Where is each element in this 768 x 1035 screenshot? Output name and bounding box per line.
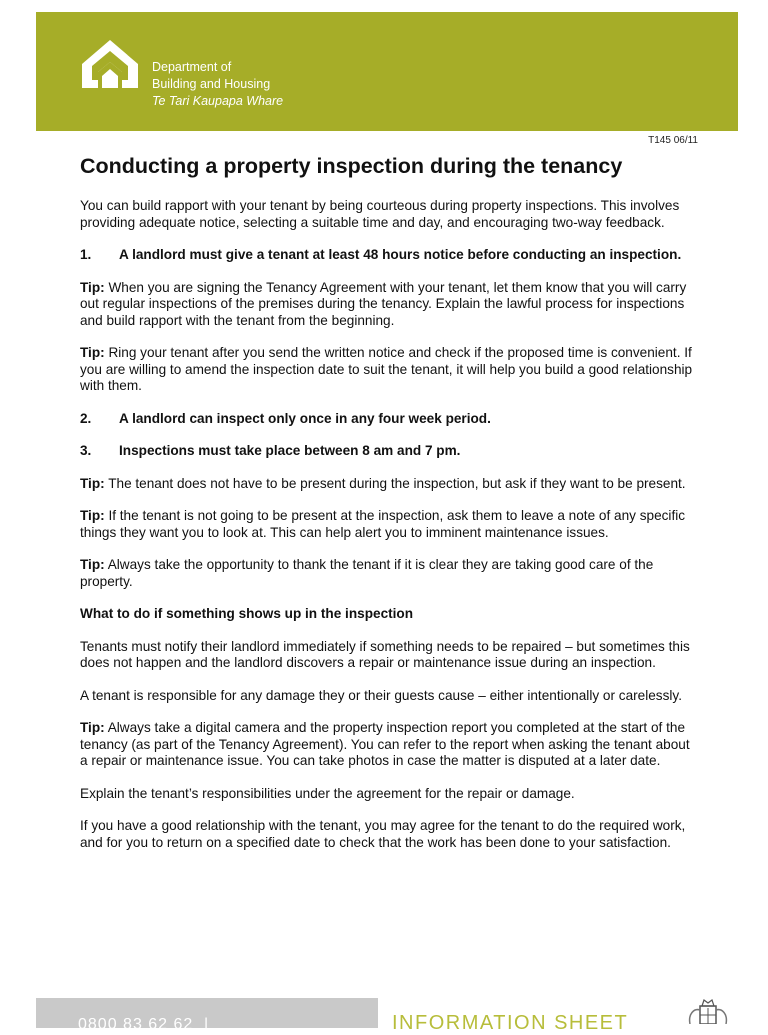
government-crest-icon (684, 998, 732, 1024)
tip-label: Tip: (80, 557, 105, 572)
footer-separator: | (204, 1016, 209, 1033)
footer-info-sheet-label: INFORMATION SHEET (392, 1012, 629, 1034)
header-banner (36, 12, 738, 131)
body-paragraph: A tenant is responsible for any damage they or their guests cause – either intentionally or carelessly. (80, 687, 682, 703)
body-paragraph: If you have a good relationship with the tenant, you may agree for the tenant to do the required work, and for you to return on a specified date to check that the work has been done to your satisfaction. (80, 818, 686, 850)
point-number: 3. (80, 443, 92, 458)
department-name (152, 59, 283, 110)
tip-label: Tip: (80, 508, 105, 523)
section-subheading: What to do if something shows up in the inspection (80, 606, 414, 621)
tip-paragraph (80, 557, 700, 590)
point-number: 1. (80, 247, 92, 262)
numbered-point (80, 247, 700, 264)
intro-paragraph: You can build rapport with your tenant by being courteous during property inspections. This involves providing adequate notice, selecting a suitable time and day, and encouraging two-way feedback. (80, 198, 680, 230)
document-number: T145 06/11 (648, 135, 698, 146)
numbered-point (80, 411, 700, 428)
department-logo-icon (78, 38, 142, 90)
tip-text: Always take a digital camera and the property inspection report you completed at the start of the tenancy (as part of the Tenancy Agreement). You can refer to the report when asking the tenant about a repair or maintenance issue. You can take photos in case the matter is disputed at a later date. (80, 720, 690, 768)
dept-line-2: Building and Housing (152, 77, 271, 91)
body-paragraph: Explain the tenant’s responsibilities under the agreement for the repair or damage. (80, 785, 575, 801)
tip-label: Tip: (80, 345, 105, 360)
tip-paragraph (80, 345, 700, 395)
body-paragraph: Tenants must notify their landlord immediately if something needs to be repaired – but sometimes this does not happen and the landlord discovers a repair or maintenance issue during an inspection. (80, 638, 690, 670)
dept-maori-name: Te Tari Kaupapa Whare (152, 94, 284, 108)
main-content (80, 152, 700, 867)
tip-paragraph (80, 280, 700, 330)
numbered-point (80, 443, 700, 460)
tip-text: The tenant does not have to be present during the inspection, but ask if they want to be present. (108, 475, 686, 491)
dept-line-1: Department of (152, 60, 232, 74)
tip-text: Ring your tenant after you send the written notice and check if the proposed time is convenient. If you are willing to amend the inspection date to suit the tenant, it will help you build a good relationship with them. (80, 345, 693, 393)
point-text: A landlord must give a tenant at least 48 hours notice before conducting an inspection. (119, 247, 682, 262)
tip-paragraph (80, 720, 700, 770)
point-text: Inspections must take place between 8 am and 7 pm. (119, 443, 461, 458)
tip-label: Tip: (80, 475, 105, 491)
tip-text: Always take the opportunity to thank the tenant if it is clear they are taking good care of the property. (80, 557, 654, 589)
tip-label: Tip: (80, 279, 105, 295)
point-number: 2. (80, 410, 92, 426)
tip-text: When you are signing the Tenancy Agreement with your tenant, let them know that you will carry out regular inspections of the premises during the tenancy. Explain the lawful process for inspections and build rapport with the tenant from the beginning. (80, 279, 687, 328)
tip-label: Tip: (80, 720, 105, 735)
point-text: A landlord can inspect only once in any four week period. (119, 410, 491, 426)
tip-text: If the tenant is not going to be present at the inspection, ask them to leave a note of any specific things they want you to look at. This can help alert you to imminent maintenance issues. (80, 508, 686, 540)
page-title: Conducting a property inspection during the tenancy (80, 154, 623, 178)
tip-paragraph (80, 476, 700, 493)
tip-paragraph (80, 508, 700, 541)
footer-phone-number: 0800 83 62 62 (78, 1016, 194, 1033)
